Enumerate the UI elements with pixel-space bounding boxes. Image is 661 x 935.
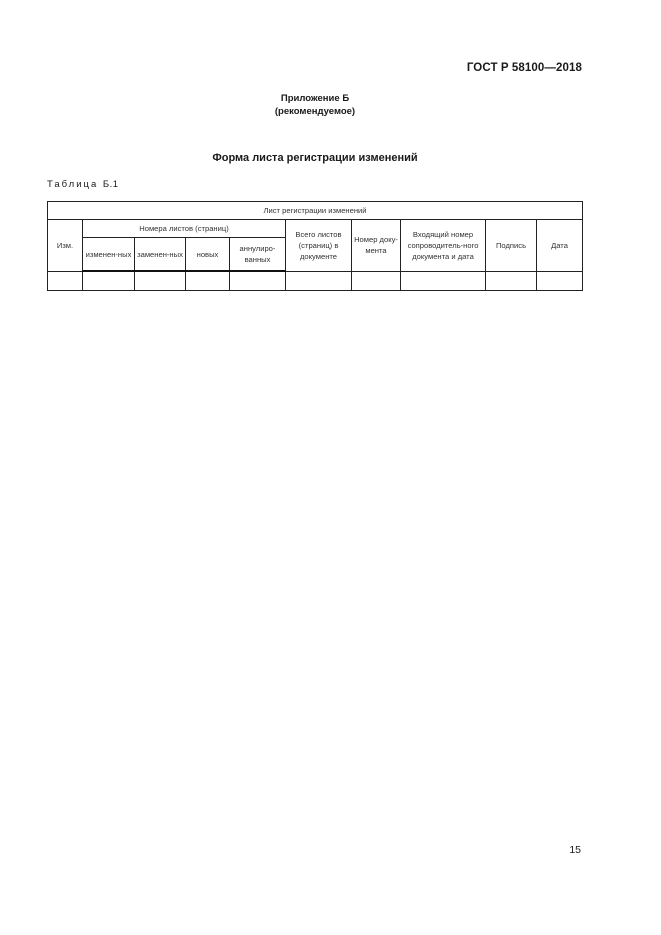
annex-subtitle: (рекомендуемое) [274, 106, 356, 117]
annex-heading [0, 92, 630, 118]
form-title: Форма листа регистрации изменений [212, 152, 418, 164]
header-sheet-numbers: Номера листов (страниц) [83, 220, 286, 238]
header-document-number: Номер доку-мента [352, 220, 401, 272]
table-label [47, 179, 119, 190]
document-code: ГОСТ Р 58100—2018 [466, 62, 582, 74]
table-cell [186, 271, 230, 291]
header-replaced: заменен-ных [135, 238, 186, 272]
header-total-sheets: Всего листов (страниц) в документе [286, 220, 352, 272]
header-date: Дата [537, 220, 583, 272]
table-cell [135, 271, 186, 291]
table-cell [352, 271, 401, 291]
header-change: Изм. [48, 220, 83, 272]
change-registration-table [47, 201, 583, 291]
header-new: новых [186, 238, 230, 272]
annex-title: Приложение Б [280, 93, 350, 104]
table-row [48, 271, 583, 291]
table-cell [83, 271, 135, 291]
header-signature: Подпись [486, 220, 537, 272]
table-cell [48, 271, 83, 291]
table-cell [286, 271, 352, 291]
table-label-prefix: Таблица [47, 179, 99, 190]
table-cell [401, 271, 486, 291]
page-number: 15 [569, 844, 581, 856]
header-changed: изменен-ных [83, 238, 135, 272]
table-cell [486, 271, 537, 291]
header-cancelled: аннулиро-ванных [230, 238, 286, 272]
table-cell [537, 271, 583, 291]
table-label-number: Б.1 [102, 179, 119, 190]
table-cell [230, 271, 286, 291]
header-incoming-number: Входящий номер сопроводитель-ного документа и дата [401, 220, 486, 272]
table-caption: Лист регистрации изменений [48, 202, 583, 220]
